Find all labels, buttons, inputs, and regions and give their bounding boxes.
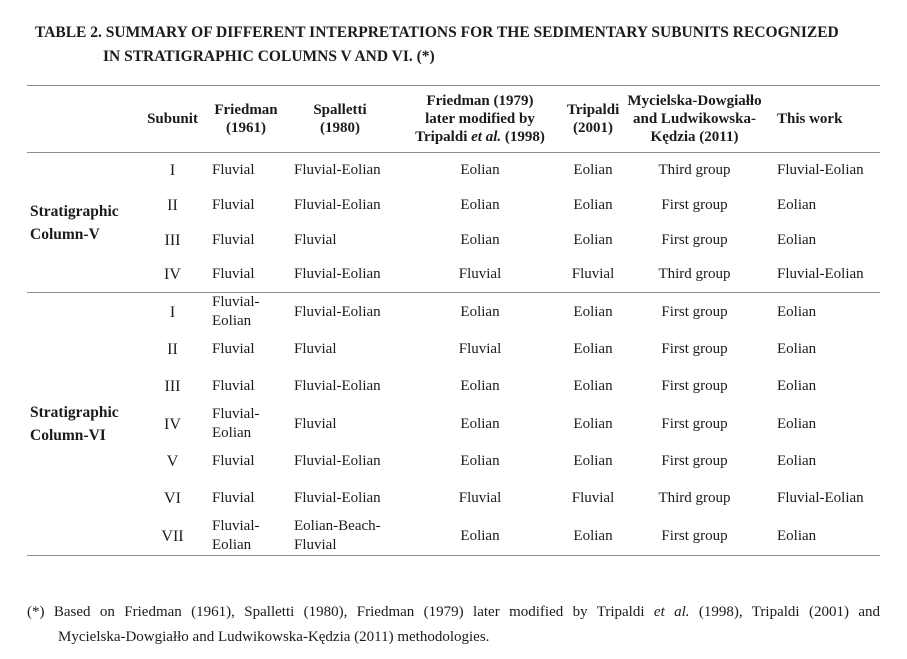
interpretation-cell: First group (661, 303, 728, 320)
header-this-work: This work (777, 111, 843, 127)
interpretation-cell: Fluvial-Eolian (777, 266, 864, 283)
interpretation-cell: Third group (658, 161, 731, 178)
interpretation-cell: Fluvial (458, 266, 502, 283)
subunit-cell: VI (164, 490, 181, 507)
header-tripaldi-2001 (567, 86, 619, 153)
interpretation-cell: Eolian (777, 527, 817, 544)
table-row-column-vi-V (27, 443, 880, 480)
interpretation-cell: Fluvial-Eolian (294, 161, 381, 178)
table-row-column-vi-III (27, 368, 880, 405)
interpretation-cell: First group (661, 527, 728, 544)
interpretation-cell: Fluvial (571, 490, 615, 506)
header-friedman-1979-line2: later modified by (425, 111, 535, 127)
subunit-cell: II (167, 341, 178, 358)
table-row-column-vi-VI (27, 480, 880, 517)
section-column-v (27, 153, 880, 293)
table-row-column-vi-VII (27, 517, 880, 556)
header-friedman-1979-line3-post: (1998) (501, 129, 545, 145)
table-title-line2: IN STRATIGRAPHIC COLUMNS V AND VI. (*) (103, 48, 435, 65)
header-friedman-1979-line3-pre: Tripaldi (415, 129, 472, 145)
footnote-line1-post: (1998), Tripaldi (2001) and (689, 604, 880, 620)
interpretation-cell: Eolian (460, 231, 500, 248)
subunit-cell: IV (164, 266, 181, 284)
interpretation-cell: Eolian (573, 378, 613, 394)
interpretation-cell: Fluvial-Eolian (212, 518, 260, 553)
interpretation-cell: Eolian (460, 196, 500, 213)
interpretation-cell: Fluvial (294, 231, 337, 248)
table-title-line1: TABLE 2. SUMMARY OF DIFFERENT INTERPRETATIONS FOR THE SEDIMENTARY SUBUNITS RECOGNIZED (35, 24, 839, 41)
section-label-line: Column-V (30, 225, 100, 243)
table-row-column-vi-I (27, 293, 880, 332)
interpretation-cell: Eolian (460, 415, 500, 432)
header-friedman-1979 (393, 86, 567, 153)
interpretation-cell: First group (661, 453, 728, 469)
interpretation-cell: Eolian (573, 303, 613, 320)
table-header (27, 86, 880, 153)
subunit-cell: III (164, 378, 181, 395)
interpretation-cell: Eolian (573, 196, 613, 213)
section-column-vi (27, 293, 880, 556)
table-row-column-v-IV (27, 258, 880, 293)
interpretation-cell: First group (661, 196, 728, 213)
interpretation-cell: Eolian (573, 231, 613, 248)
interpretation-cell: Eolian (573, 161, 613, 178)
header-rowlabel-empty (27, 86, 140, 153)
header-friedman-1979-line1: Friedman (1979) (426, 93, 534, 109)
interpretation-cell: Eolian (777, 453, 817, 469)
interpretation-cell: Fluvial (212, 453, 255, 469)
header-friedman-1961-line2: (1961) (226, 120, 266, 136)
interpretation-cell: Eolian (777, 378, 817, 394)
interpretation-cell: Third group (658, 490, 731, 506)
header-spalletti-1980 (287, 86, 393, 153)
interpretation-cell: Fluvial-Eolian (294, 378, 381, 394)
interpretation-cell: Fluvial-Eolian (294, 266, 381, 283)
interpretation-cell: Fluvial (212, 266, 255, 283)
header-row (27, 86, 880, 153)
interpretation-cell: Fluvial-Eolian (777, 490, 864, 506)
interpretation-cell: Eolian (573, 341, 613, 357)
section-label-line: Column-VI (30, 427, 106, 444)
interpretation-cell: Eolian (460, 303, 500, 320)
footnote (27, 600, 880, 650)
header-tripaldi-line2: (2001) (573, 120, 613, 136)
interpretation-cell: Fluvial (458, 490, 502, 506)
interpretation-cell: Fluvial (294, 415, 337, 432)
interpretation-cell: Eolian (777, 303, 817, 320)
table-row-column-v-I (27, 153, 880, 188)
interpretation-cell: Eolian (573, 415, 613, 432)
interpretation-cell: Fluvial-Eolian (212, 406, 260, 441)
header-friedman-1961 (205, 86, 287, 153)
interpretation-cell: Fluvial (571, 266, 615, 283)
section-label-column-v (27, 153, 140, 293)
header-mycielska-line1: Mycielska-Dowgiałło (627, 93, 762, 109)
header-spalletti-line2: (1980) (320, 120, 360, 136)
interpretation-cell: Eolian (460, 453, 500, 469)
footnote-line2: Mycielska-Dowgiałło and Ludwikowska-Kędzia (2011) methodologies. (58, 629, 490, 645)
interpretation-cell: Fluvial (212, 490, 255, 506)
interpretation-cell: Fluvial-Eolian (777, 161, 864, 178)
subunit-cell: I (169, 303, 176, 321)
interpretation-cell: Fluvial (212, 161, 255, 178)
interpretation-cell: Eolian (573, 527, 613, 544)
header-mycielska-line3: Kędzia (2011) (650, 129, 739, 145)
table-title (35, 21, 839, 69)
header-spalletti-line1: Spalletti (313, 102, 367, 118)
header-friedman-1979-etal: et al. (471, 129, 502, 145)
section-label-line: Stratigraphic (30, 404, 119, 421)
table-row-column-v-II (27, 188, 880, 223)
interpretation-cell: Fluvial (458, 341, 502, 357)
interpretation-cell: First group (661, 415, 728, 432)
interpretation-cell: Eolian (777, 231, 817, 248)
header-mycielska-line2: and Ludwikowska- (633, 111, 756, 127)
subunit-cell: V (166, 453, 179, 470)
table-row-column-vi-IV (27, 405, 880, 443)
interpretation-cell: First group (661, 341, 728, 357)
subunit-cell: II (167, 196, 178, 214)
footnote-etal: et al. (653, 604, 690, 620)
interpretation-cell: Fluvial-Eolian (294, 196, 381, 213)
interpretation-cell: Eolian (460, 161, 500, 178)
interpretation-cell: Fluvial-Eolian (212, 294, 260, 329)
interpretation-cell: Eolian (777, 415, 817, 432)
interpretation-cell: Eolian (460, 378, 500, 394)
table-row-column-v-III (27, 223, 880, 258)
subunit-cell: VII (161, 527, 184, 545)
interpretation-cell: Eolian (573, 453, 613, 469)
interpretation-cell: Fluvial (212, 196, 255, 213)
header-subunit: Subunit (147, 111, 198, 127)
header-friedman-1979-line3 (393, 128, 567, 146)
header-friedman-1961-line1: Friedman (214, 102, 278, 118)
interpretation-cell: Fluvial-Eolian (294, 490, 381, 506)
interpretation-cell: Eolian (460, 527, 500, 544)
footnote-line1-pre: (*) Based on Friedman (1961), Spalletti (1980), Friedman (1979) later modified by Tripaldi (27, 604, 654, 620)
interpretation-cell: Fluvial-Eolian (294, 453, 381, 469)
interpretation-cell: Eolian (777, 341, 817, 357)
interpretation-cell: Third group (658, 266, 731, 283)
interpretation-cell: Fluvial (294, 341, 337, 357)
interpretation-cell: Eolian-Beach-Fluvial (294, 518, 381, 553)
interpretation-cell: Fluvial (212, 378, 255, 394)
interpretation-cell: First group (661, 378, 728, 394)
interpretation-cell: First group (661, 231, 728, 248)
footnote-line1 (27, 600, 880, 625)
subunit-cell: I (169, 161, 176, 179)
section-label-line: Stratigraphic (30, 202, 119, 220)
interpretation-cell: Eolian (777, 196, 817, 213)
interpretation-cell: Fluvial-Eolian (294, 303, 381, 320)
section-label-column-vi (27, 293, 140, 556)
subunit-cell: III (164, 231, 181, 249)
interpretation-cell: Fluvial (212, 231, 255, 248)
header-tripaldi-line1: Tripaldi (567, 102, 620, 118)
table-row-column-vi-II (27, 331, 880, 368)
interpretations-table (27, 85, 880, 556)
header-mycielska (619, 86, 770, 153)
interpretation-cell: Fluvial (212, 341, 255, 357)
subunit-cell: IV (164, 415, 181, 433)
